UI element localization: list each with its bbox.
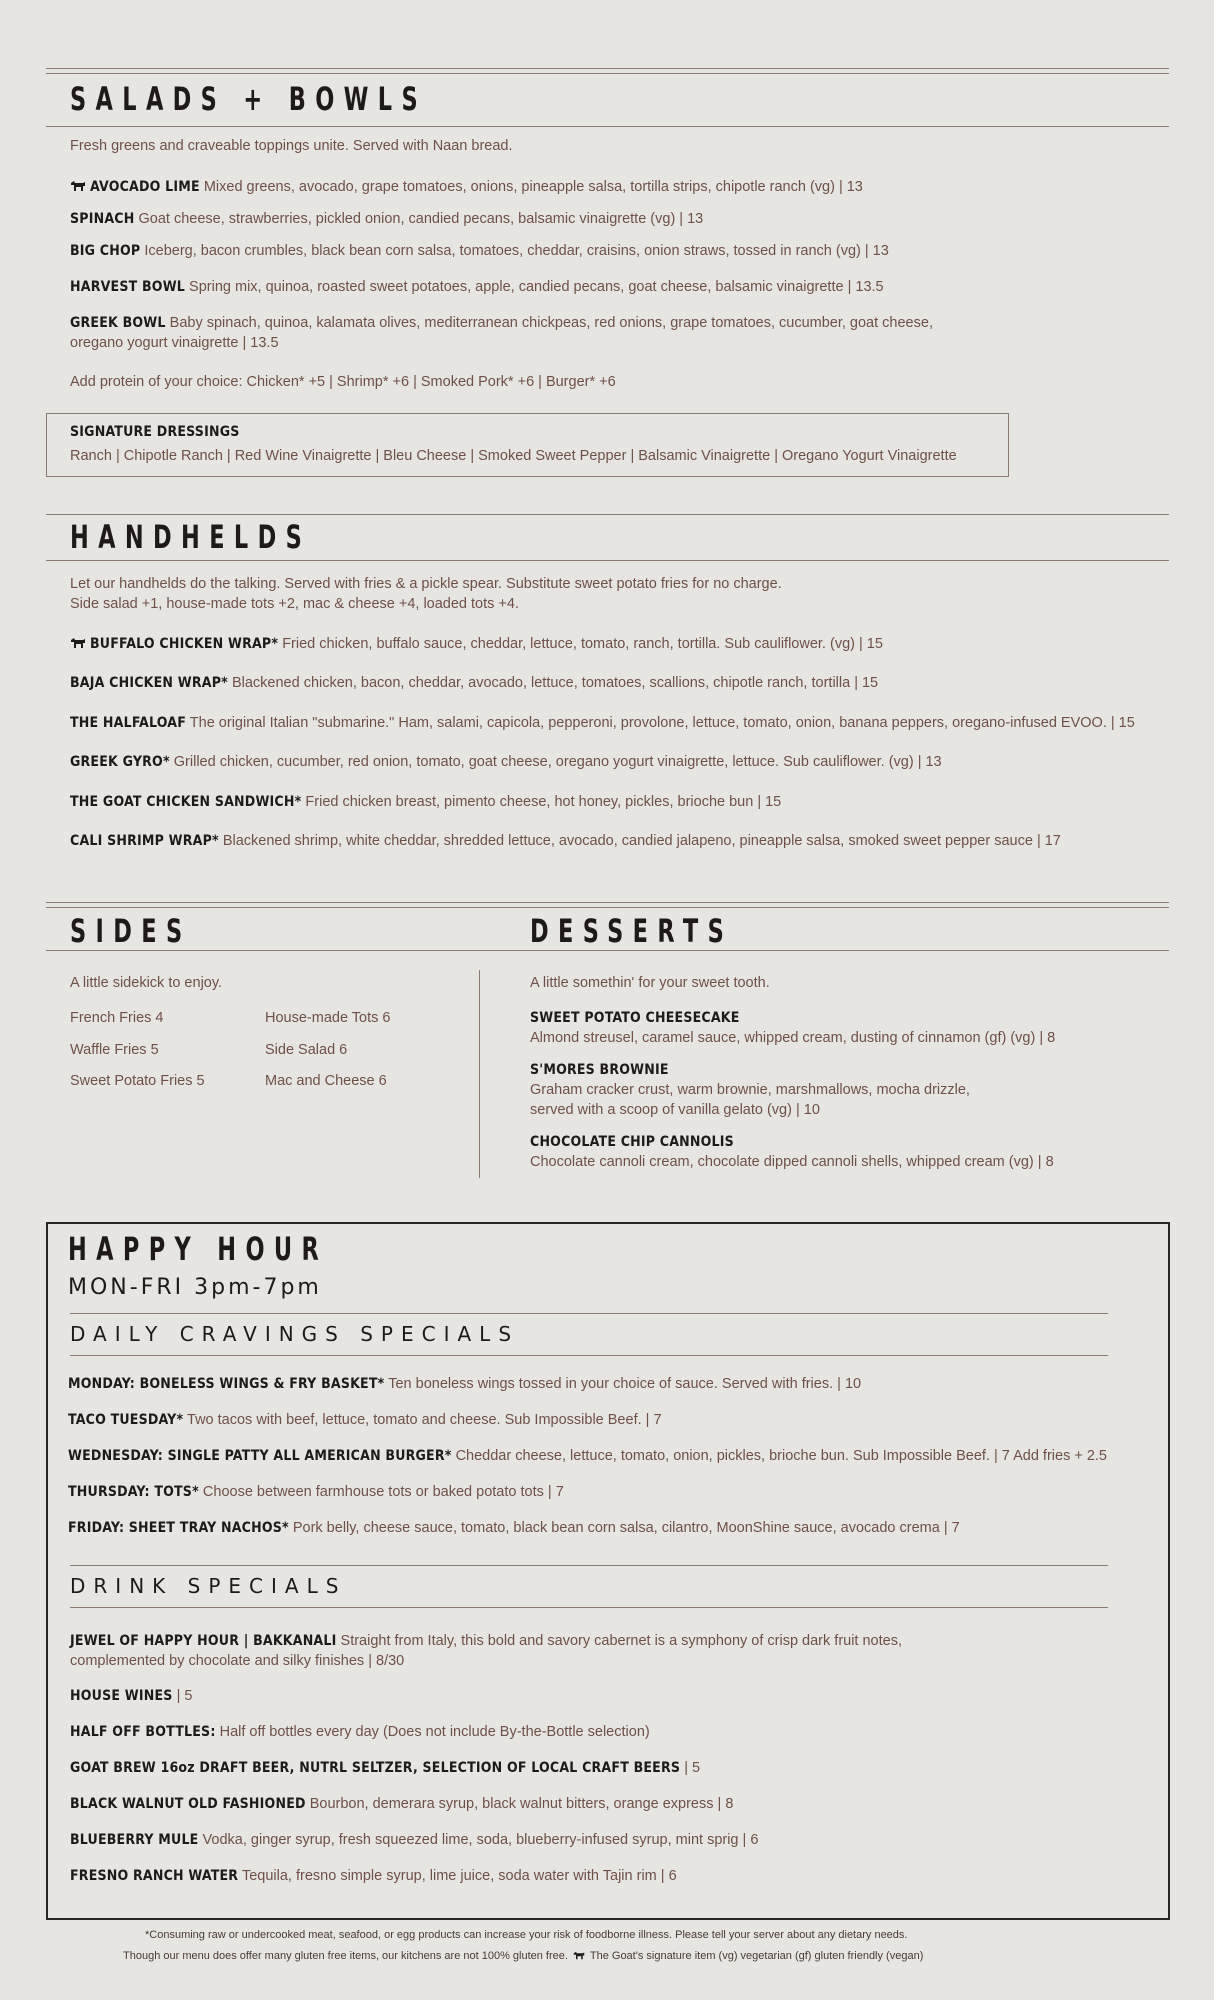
daily-rule-bottom bbox=[70, 1355, 1108, 1356]
happy-hour-title: HAPPY HOUR bbox=[68, 1230, 329, 1268]
sides-intro: A little sidekick to enjoy. bbox=[70, 975, 223, 991]
drink-special-item: HOUSE WINES | 5 bbox=[70, 1688, 193, 1704]
drink-special-item: BLUEBERRY MULE Vodka, ginger syrup, fresh squeezed lime, soda, blueberry-infused syrup, mint sprig | 6 bbox=[70, 1832, 759, 1848]
drink-special-item: GOAT BREW 16oz DRAFT BEER, NUTRL SELTZER, SELECTION OF LOCAL CRAFT BEERS | 5 bbox=[70, 1760, 701, 1776]
handhelds-rule-top bbox=[46, 514, 1169, 515]
desserts-title: DESSERTS bbox=[530, 912, 734, 950]
side-item: Waffle Fries 5 bbox=[70, 1042, 159, 1058]
goat-icon bbox=[70, 637, 86, 649]
side-item: Side Salad 6 bbox=[265, 1042, 348, 1058]
side-item: House-made Tots 6 bbox=[265, 1010, 391, 1026]
salads-title-rule bbox=[46, 126, 1169, 127]
salad-item: SPINACH Goat cheese, strawberries, pickled onion, candied pecans, balsamic vinaigrette (vg) | 13 bbox=[70, 211, 704, 227]
daily-special-item: WEDNESDAY: SINGLE PATTY ALL AMERICAN BURGER* Cheddar cheese, lettuce, tomato, onion, pickles, brioche bun. Sub Impossible Beef. | 7 Add fries + 2.5 bbox=[68, 1448, 1107, 1464]
daily-special-item: THURSDAY: TOTS* Choose between farmhouse tots or baked potato tots | 7 bbox=[68, 1484, 564, 1500]
desserts-intro: A little somethin' for your sweet tooth. bbox=[530, 975, 770, 991]
sides-rule-top-2 bbox=[46, 907, 1169, 908]
dressings-list: Ranch | Chipotle Ranch | Red Wine Vinaigrette | Bleu Cheese | Smoked Sweet Pepper | Balsamic Vinaigrette | Oregano Yogurt Vinaigrette bbox=[70, 448, 957, 464]
daily-rule-top bbox=[70, 1313, 1108, 1314]
dessert-item: CHOCOLATE CHIP CANNOLIS Chocolate cannoli cream, chocolate dipped cannoli shells, whipped cream (vg) | 8 bbox=[530, 1134, 1054, 1170]
sides-title: SIDES bbox=[70, 912, 192, 950]
sides-divider bbox=[479, 970, 480, 1178]
top-rule bbox=[46, 68, 1169, 69]
salads-title: SALADS + BOWLS bbox=[70, 80, 427, 118]
side-item: Sweet Potato Fries 5 bbox=[70, 1073, 205, 1089]
sides-rule-top bbox=[46, 902, 1169, 903]
drink-special-item: BLACK WALNUT OLD FASHIONED Bourbon, demerara syrup, black walnut bitters, orange express | 8 bbox=[70, 1796, 734, 1812]
handhelds-intro-1: Let our handhelds do the talking. Served with fries & a pickle spear. Substitute sweet potato fries for no charge. bbox=[70, 576, 782, 592]
handhelds-title-rule bbox=[46, 560, 1169, 561]
goat-icon bbox=[573, 1951, 585, 1960]
handheld-item: THE GOAT CHICKEN SANDWICH* Fried chicken breast, pimento cheese, hot honey, pickles, brioche bun | 15 bbox=[70, 794, 782, 810]
handheld-item: CALI SHRIMP WRAP* Blackened shrimp, white cheddar, shredded lettuce, avocado, candied jalapeno, pineapple salsa, smoked sweet pepper sauce | 17 bbox=[70, 833, 1061, 849]
handhelds-title: HANDHELDS bbox=[70, 518, 312, 556]
salads-intro: Fresh greens and craveable toppings unite. Served with Naan bread. bbox=[70, 138, 513, 154]
side-item: French Fries 4 bbox=[70, 1010, 164, 1026]
drink-rule-bottom bbox=[70, 1607, 1108, 1608]
daily-specials-title: DAILY CRAVINGS SPECIALS bbox=[70, 1322, 520, 1346]
salad-item: HARVEST BOWL Spring mix, quinoa, roasted sweet potatoes, apple, candied pecans, goat cheese, balsamic vinaigrette | 13.5 bbox=[70, 279, 884, 295]
sides-title-rule bbox=[46, 950, 1169, 951]
daily-special-item: TACO TUESDAY* Two tacos with beef, lettuce, tomato and cheese. Sub Impossible Beef. | 7 bbox=[68, 1412, 662, 1428]
handhelds-intro-2: Side salad +1, house-made tots +2, mac & cheese +4, loaded tots +4. bbox=[70, 596, 519, 612]
happy-hour-hours: MON-FRI 3pm-7pm bbox=[68, 1275, 322, 1300]
footer-legend: Though our menu does offer many gluten free items, our kitchens are not 100% gluten free. The Goat's signature item (vg) vegetarian (gf) gluten friendly (vegan) bbox=[123, 1950, 924, 1962]
goat-icon bbox=[70, 180, 86, 192]
salad-item: GREEK BOWL Baby spinach, quinoa, kalamata olives, mediterranean chickpeas, red onions, grape tomatoes, cucumber, goat cheese, oregano yogurt vinaigrette | 13.5 bbox=[70, 315, 933, 351]
top-rule-2 bbox=[46, 73, 1169, 74]
dressings-title: SIGNATURE DRESSINGS bbox=[70, 424, 240, 440]
drink-specials-title: DRINK SPECIALS bbox=[70, 1574, 347, 1598]
daily-special-item: MONDAY: BONELESS WINGS & FRY BASKET* Ten boneless wings tossed in your choice of sauce. Served with fries. | 10 bbox=[68, 1376, 862, 1392]
handheld-item: GREEK GYRO* Grilled chicken, cucumber, red onion, tomato, goat cheese, oregano yogurt vinaigrette, lettuce. Sub cauliflower. (vg) | 13 bbox=[70, 754, 942, 770]
protein-addon: Add protein of your choice: Chicken* +5 | Shrimp* +6 | Smoked Pork* +6 | Burger* +6 bbox=[70, 374, 616, 390]
handheld-item: BUFFALO CHICKEN WRAP* Fried chicken, buffalo sauce, cheddar, lettuce, tomato, ranch, tortilla. Sub cauliflower. (vg) | 15 bbox=[70, 634, 883, 654]
salad-item: BIG CHOP Iceberg, bacon crumbles, black bean corn salsa, tomatoes, cheddar, craisins, onion straws, tossed in ranch (vg) | 13 bbox=[70, 243, 889, 259]
side-item: Mac and Cheese 6 bbox=[265, 1073, 387, 1089]
drink-special-item: FRESNO RANCH WATER Tequila, fresno simple syrup, lime juice, soda water with Tajin rim | 6 bbox=[70, 1868, 677, 1884]
dessert-item: SWEET POTATO CHEESECAKE Almond streusel, caramel sauce, whipped cream, dusting of cinnamon (gf) (vg) | 8 bbox=[530, 1010, 1056, 1046]
drink-special-item: JEWEL OF HAPPY HOUR | BAKKANALI Straight from Italy, this bold and savory cabernet is a symphony of crisp dark fruit notes, complemented by chocolate and silky finishes | 8/30 bbox=[70, 1633, 902, 1669]
drink-rule-top bbox=[70, 1565, 1108, 1566]
salad-item: AVOCADO LIME Mixed greens, avocado, grape tomatoes, onions, pineapple salsa, tortilla strips, chipotle ranch (vg) | 13 bbox=[70, 177, 863, 197]
handheld-item: THE HALFALOAF The original Italian "submarine." Ham, salami, capicola, pepperoni, provolone, lettuce, tomato, onion, banana peppers, oregano-infused EVOO. | 15 bbox=[70, 715, 1135, 731]
daily-special-item: FRIDAY: SHEET TRAY NACHOS* Pork belly, cheese sauce, tomato, black bean corn salsa, cilantro, MoonShine sauce, avocado crema | 7 bbox=[68, 1520, 960, 1536]
dessert-item: S'MORES BROWNIE Graham cracker crust, warm brownie, marshmallows, mocha drizzle, served with a scoop of vanilla gelato (vg) | 10 bbox=[530, 1062, 970, 1118]
handheld-item: BAJA CHICKEN WRAP* Blackened chicken, bacon, cheddar, avocado, lettuce, tomatoes, scallions, chipotle ranch, tortilla | 15 bbox=[70, 675, 879, 691]
drink-special-item: HALF OFF BOTTLES: Half off bottles every day (Does not include By-the-Bottle selection) bbox=[70, 1724, 650, 1740]
footer-disclaimer: *Consuming raw or undercooked meat, seafood, or egg products can increase your risk of foodborne illness. Please tell your server about any dietary needs. bbox=[145, 1929, 908, 1941]
